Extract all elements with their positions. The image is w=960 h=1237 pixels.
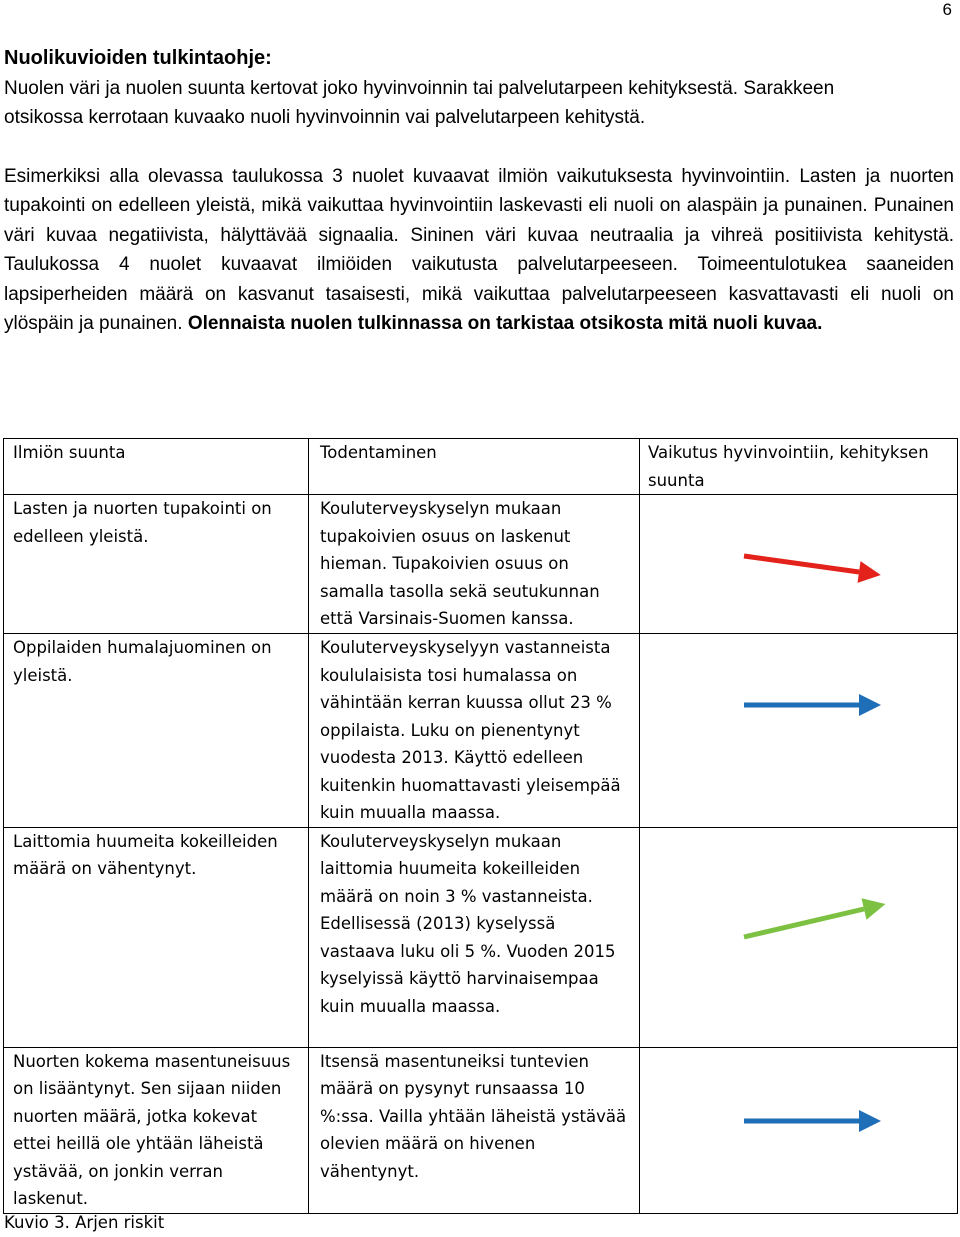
- table-row: [4, 827, 958, 1047]
- guide-paragraph-1-line-2: otsikossa kerrotaan kuvaako nuoli hyvinvoinnin vai palvelutarpeen kehitystä.: [4, 107, 646, 128]
- row-verification: Itsensä masentuneiksi tuntevien määrä on pysynyt runsaassa 10 %:ssa. Vailla yhtään läheistä ystävää olevien määrä on hivenen vähentynyt.: [309, 1047, 640, 1213]
- figure-caption: Kuvio 3. Arjen riskit: [4, 1213, 165, 1232]
- risk-table: [3, 438, 958, 1214]
- row-verification: Kouluterveyskyselyyn vastanneista koululaisista tosi humalassa on vähintään kerran kuussa ollut 23 % oppilaista. Luku on pienentynyt vuodesta 2013. Käyttö edelleen kuitenkin huomattavasti yleisempää kuin muualla maassa.: [309, 634, 640, 828]
- row-verification: Kouluterveyskyselyn mukaan tupakoivien osuus on laskenut hieman. Tupakoivien osuus on samalla tasolla sekä seutukunnan että Varsinais-Suomen kanssa.: [309, 495, 640, 634]
- guide-heading: Nuolikuvioiden tulkintaohje:: [4, 47, 272, 69]
- table-row: [4, 1047, 958, 1213]
- row-effect-cell: [640, 1047, 958, 1213]
- arrow-icon: [649, 495, 949, 633]
- row-phenomenon: Nuorten kokema masentuneisuus on lisääntynyt. Sen sijaan niiden nuorten määrä, jotka kokevat ettei heillä ole yhtään läheistä ystävää, on jonkin verran laskenut.: [4, 1047, 309, 1213]
- arrow-icon: [649, 634, 949, 826]
- interpretation-guide: [4, 44, 954, 339]
- table-row: [4, 495, 958, 634]
- row-effect-cell: [640, 634, 958, 828]
- table-header-row: [4, 439, 958, 495]
- arrow-icon: [649, 828, 949, 1047]
- row-verification: Kouluterveyskyselyn mukaan laittomia huumeita kokeilleiden määrä on noin 3 % vastanneista. Edellisessä (2013) kyselyssä vastaava luku oli 5 %. Vuoden 2015 kyselyissä käyttö harvinaisempaa kuin muualla maassa.: [309, 827, 640, 1047]
- row-phenomenon: Lasten ja nuorten tupakointi on edelleen yleistä.: [4, 495, 309, 634]
- table-row: [4, 634, 958, 828]
- page-number: 6: [942, 0, 952, 19]
- guide-paragraph-2-text: Esimerkiksi alla olevassa taulukossa 3 nuolet kuvaavat ilmiön vaikutuksesta hyvinvointiin. Lasten ja nuorten tupakointi on edelleen yleistä, mikä vaikuttaa hyvinvointiin laskevasti eli nuoli on alaspäin ja punainen. Punainen väri kuvaa negatiivista, hälyttävää signaalia. Sininen väri kuvaa neutraalia ja vihreä positiivista kehitystä. Taulukossa 4 nuolet kuvaavat ilmiöiden vaikutusta palvelutarpeeseen. Toimeentulotukea saaneiden lapsiperheiden määrä on kasvanut tasaisesti, mikä vaikuttaa palvelutarpeeseen kasvattavasti eli nuoli on ylöspäin ja punainen.: [4, 165, 954, 334]
- arrow-icon: [649, 1048, 949, 1213]
- header-effect: Vaikutus hyvinvointiin, kehityksen suunta: [640, 439, 958, 495]
- header-phenomenon: Ilmiön suunta: [4, 439, 309, 495]
- guide-paragraph-1-line-1: Nuolen väri ja nuolen suunta kertovat joko hyvinvoinnin tai palvelutarpeen kehityksestä. Sarakkeen: [4, 77, 835, 99]
- guide-paragraph-2: [4, 162, 954, 339]
- row-effect-cell: [640, 495, 958, 634]
- guide-paragraph-2-bold: Olennaista nuolen tulkinnassa on tarkistaa otsikosta mitä nuoli kuvaa.: [187, 313, 823, 334]
- row-phenomenon: Oppilaiden humalajuominen on yleistä.: [4, 634, 309, 828]
- row-effect-cell: [640, 827, 958, 1047]
- row-phenomenon: Laittomia huumeita kokeilleiden määrä on vähentynyt.: [4, 827, 309, 1047]
- header-verification: Todentaminen: [309, 439, 640, 495]
